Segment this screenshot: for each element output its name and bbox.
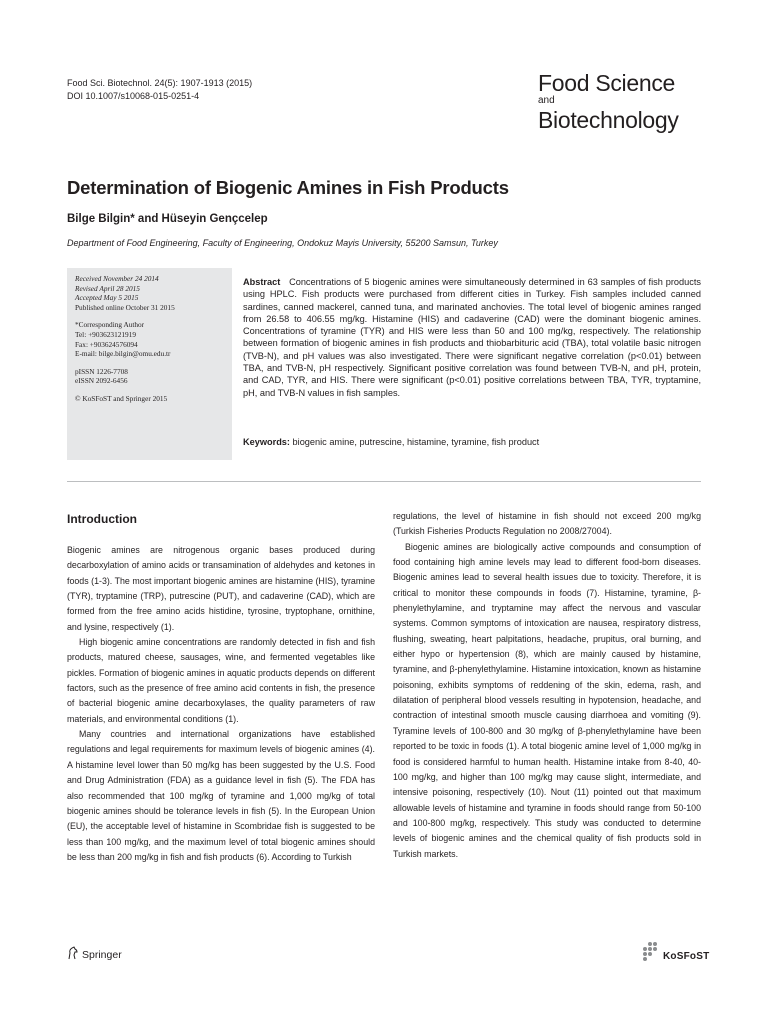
springer-label: Springer xyxy=(82,948,122,961)
kosfost-dots-icon xyxy=(642,942,660,962)
journal-logo xyxy=(538,70,679,133)
introduction-heading: Introduction xyxy=(67,512,137,526)
received-date: Received November 24 2014 xyxy=(75,274,159,283)
paragraph: Biogenic amines are nitrogenous organic bases produced during decarboxylation of amino acids or transamination of aldehydes and ketones in foods (1-3). The most important biogenic amines are histamine (HIS), tyramine (TYR), tryptamine (TRP), putrescine (PUT), and cadaverine (CAD), which are formed from the free amino acids histidine, tyrosine, tryptophane, ornithine, and lysine, respectively (1). xyxy=(67,545,375,632)
tel: Tel: +903623121919 xyxy=(75,329,136,339)
springer-horse-icon xyxy=(67,946,79,963)
citation-line: Food Sci. Biotechnol. 24(5): 1907-1913 (2015) xyxy=(67,78,253,88)
left-column xyxy=(67,543,375,865)
right-column xyxy=(393,509,701,862)
authors: Bilge Bilgin* and Hüseyin Gençcelep xyxy=(67,213,268,225)
affiliation: Department of Food Engineering, Faculty of Engineering, Ondokuz Mayis University, 55200 Samsun, Turkey xyxy=(67,238,498,248)
corresponding-author: *Corresponding Author xyxy=(75,320,145,330)
paragraph: Biogenic amines are biologically active compounds and consumption of food containing high amine levels may lead to different food-born diseases. Biogenic amines lead to several health issues due to toxicity. Therefore, it is critical to monitor these compounds in foods (7). Histamine, tyramine, β-phenylethylamine, and tryptamine may affect the nervous and vascular systems. Common symptoms of intoxication are nausea, respiratory distress, flushing, sweating, heart palpitations, headache, prupitus, oral burning, and either hypo or hypertension (8), which are mainly caused by histamine, tyramine, and β-phenylethylamine. Histamine intoxication, known as histamine poisoning, exhibits symptoms of reddening of the skin, edema, rash, and dilatation of peripheral blood vessels resulting in hypotension, headache, and contraction of intestinal smooth muscle causing diarrhoea and vomiting (9). Tyramine levels of 100-800 and 30 mg/kg of β-phenylethylamine have been reported to be toxic in foods (1). A total biogenic amine level of 1,000 mg/kg in food is considered harmful to human health. Histamine intake from 8-40, 40-100 mg/kg, and higher than 100 mg/kg may cause slight, intermediate, and intensive poisoning, respectively (10). Nout (11) pointed out that maximum allowable levels of histamine and tyramine in foods should range from 50-100 and 100-800 mg/kg, respectively. This study was conducted to determine levels of biogenic amines and the chemical quality of fish products sold in Turkish markets. xyxy=(393,541,701,859)
abstract-text: Concentrations of 5 biogenic amines were simultaneously determined in 63 samples of fish products using HPLC. Fish products were purchased from different cities in Turkey. Fish samples included canned sardines, canned mackerel, canned tuna, and marinated anchovies. The total level of biogenic amines ranged from 26.58 to 406.55 mg/kg. Histamine (HIS) and cadaverine (CAD) were the dominant biogenic amines. Concentrations of tyramine (TYR) and HIS were less than 50 and 100 mg/kg, respectively. The relationship between formation of biogenic amines in fish products and thiobarbituric acid (TBA), total volatile basic nitrogen (TVB-N), and pH values was also investigated. There were significant negative correlation (p<0.01) between TBA, and TVB-N, pH respectively. Significant positive correlation was found between TVB-N, and pH, protein, and CAD, TYR, and HIS. There were significant (p<0.01) positive correlations between TBA, TYR, tryptamine, pH, and TVB-N values in fish samples. xyxy=(243,277,701,398)
pissn: pISSN 1226-7708 xyxy=(75,366,128,376)
keywords xyxy=(243,436,701,448)
revised-date: Revised April 28 2015 xyxy=(75,283,140,293)
abstract-label: Abstract xyxy=(243,277,281,287)
published-date: Published online October 31 2015 xyxy=(75,302,175,312)
eissn: eISSN 2092-6456 xyxy=(75,376,128,386)
article-info-sidebar xyxy=(67,268,232,460)
paragraph: High biogenic amine concentrations are randomly detected in fish and fish products, matured cheese, sausages, wine, and fermented vegetables like pickles. Formation of biogenic amines in aquatic products depends on different factors, such as the presence of free amino acid contents in fish, the presence of bacterial biogenic amine decarboxylases, the quality parameters of raw materials, and environmental conditions (1). xyxy=(67,637,375,724)
copyright: © KoSFoST and Springer 2015 xyxy=(75,393,168,403)
accepted-date: Accepted May 5 2015 xyxy=(75,293,139,303)
fax: Fax: +903624576094 xyxy=(75,339,138,349)
kosfost-label: KoSFoST xyxy=(663,951,710,962)
paragraph: regulations, the level of histamine in fish should not exceed 200 mg/kg (Turkish Fisheries Products Regulation no 2008/27004). xyxy=(393,511,701,537)
journal-logo-and: and xyxy=(538,95,555,106)
paragraph: Many countries and international organizations have established regulations and legal requirements for maximum levels of biogenic amines (4). A histamine level lower than 50 mg/kg has been suggested by the U.S. Food and Drug Administration (FDA) as a guidance level in fish (5). The FDA has also recommended that 100 mg/kg of tyramine and 1,000 mg/kg of total biogenic amines should be tolerance levels in fish (5). In the European Union (EU), the acceptable level of histamine in Scombridae fish is suggested to be less than 100 mg/kg, and the maximum level of total biogenic amines should be less than 200 mg/kg in fish and fish products (6). According to Turkish xyxy=(67,729,375,862)
footer-society xyxy=(642,942,709,962)
journal-logo-line2: Biotechnology xyxy=(538,107,679,133)
footer-publisher xyxy=(67,946,122,963)
email: E-mail: bilge.bilgin@omu.edu.tr xyxy=(75,349,171,359)
doi-line: DOI 10.1007/s10068-015-0251-4 xyxy=(67,91,200,101)
keywords-label: Keywords: xyxy=(243,437,290,447)
keywords-text: biogenic amine, putrescine, histamine, tyramine, fish product xyxy=(292,437,540,447)
citation-block xyxy=(67,77,252,103)
abstract xyxy=(243,276,701,399)
journal-logo-line1: Food Science xyxy=(538,70,676,96)
paper-title: Determination of Biogenic Amines in Fish Products xyxy=(67,177,509,198)
section-divider xyxy=(67,481,701,482)
